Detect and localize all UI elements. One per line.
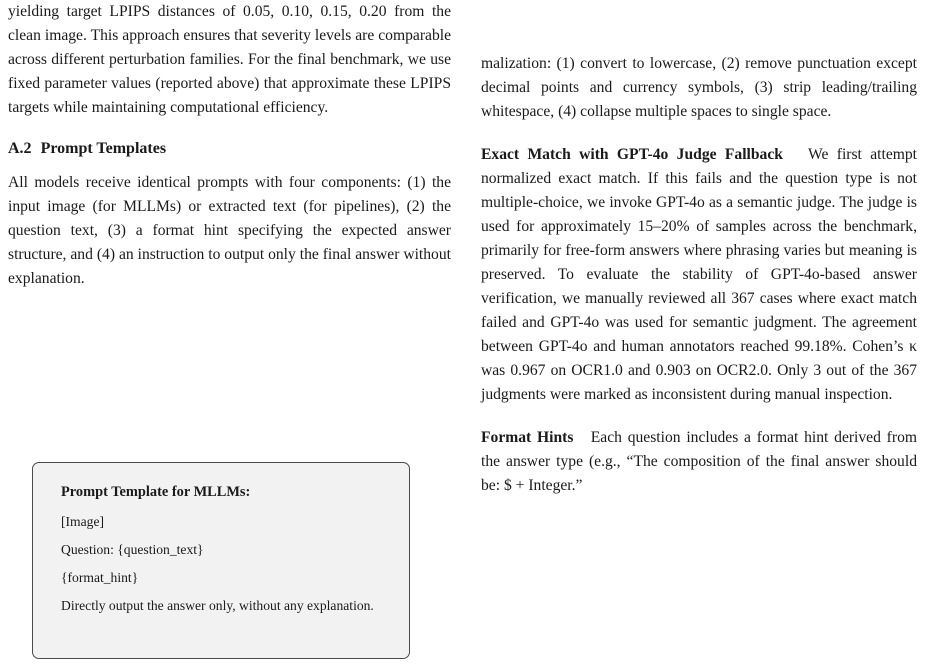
left-column bbox=[8, 0, 451, 291]
format-hints-heading: Format Hints bbox=[481, 429, 574, 446]
section-number: A.2 bbox=[8, 140, 32, 157]
exact-match-heading: Exact Match with GPT-4o Judge Fallback bbox=[481, 146, 783, 163]
prompt-box-title: Prompt Template for MLLMs: bbox=[61, 484, 251, 500]
prompt-line-image: [Image] bbox=[61, 514, 105, 529]
section-heading-prompt-templates bbox=[8, 137, 451, 161]
right-column bbox=[481, 52, 917, 498]
paragraph-format-hints bbox=[481, 426, 917, 498]
prompt-line-instruction: Directly output the answer only, without any explanation. bbox=[61, 598, 374, 613]
format-hints-text: Each question includes a format hint derived from the answer type (e.g., “The composition of the final answer should be: $ + Integer.” bbox=[481, 429, 917, 494]
paragraph-normalization: malization: (1) convert to lowercase, (2) remove punctuation except decimal points and currency symbols, (3) strip leading/trailing whitespace, (4) collapse multiple spaces to single space. bbox=[481, 55, 917, 120]
paragraph-prompt-components: All models receive identical prompts with four components: (1) the input image (for MLLMs) or extracted text (for pipelines), (2) the question text, (3) a format hint specifying the expected answer structure, and (4) an instruction to output only the final answer without explanation. bbox=[8, 174, 451, 287]
section-title: Prompt Templates bbox=[40, 140, 167, 157]
prompt-line-format-hint: {format_hint} bbox=[61, 570, 139, 585]
prompt-template-box bbox=[32, 462, 410, 659]
paragraph-lpips: yielding target LPIPS distances of 0.05, 0.10, 0.15, 0.20 from the clean image. This approach ensures that severity levels are comparable across different perturbation families. For the final benchmark, we use fixed parameter values (reported above) that approximate these LPIPS targets while maintaining computational efficiency. bbox=[8, 3, 451, 116]
paragraph-exact-match bbox=[481, 143, 917, 407]
exact-match-text: We first attempt normalized exact match. If this fails and the question type is not multiple-choice, we invoke GPT-4o as a semantic judge. The judge is used for approximately 15–20% of samples across the benchmark, primarily for free-form answers where phrasing varies but meaning is preserved. To evaluate the stability of GPT-4o-based answer verification, we manually reviewed all 367 cases where exact match failed and GPT-4o was used for semantic judgment. The agreement between GPT-4o and human annotators reached 99.18%. Cohen’s κ was 0.967 on OCR1.0 and 0.903 on OCR2.0. Only 3 out of the 367 judgments were marked as inconsistent during manual inspection. bbox=[481, 146, 917, 403]
prompt-line-question: Question: {question_text} bbox=[61, 542, 204, 557]
